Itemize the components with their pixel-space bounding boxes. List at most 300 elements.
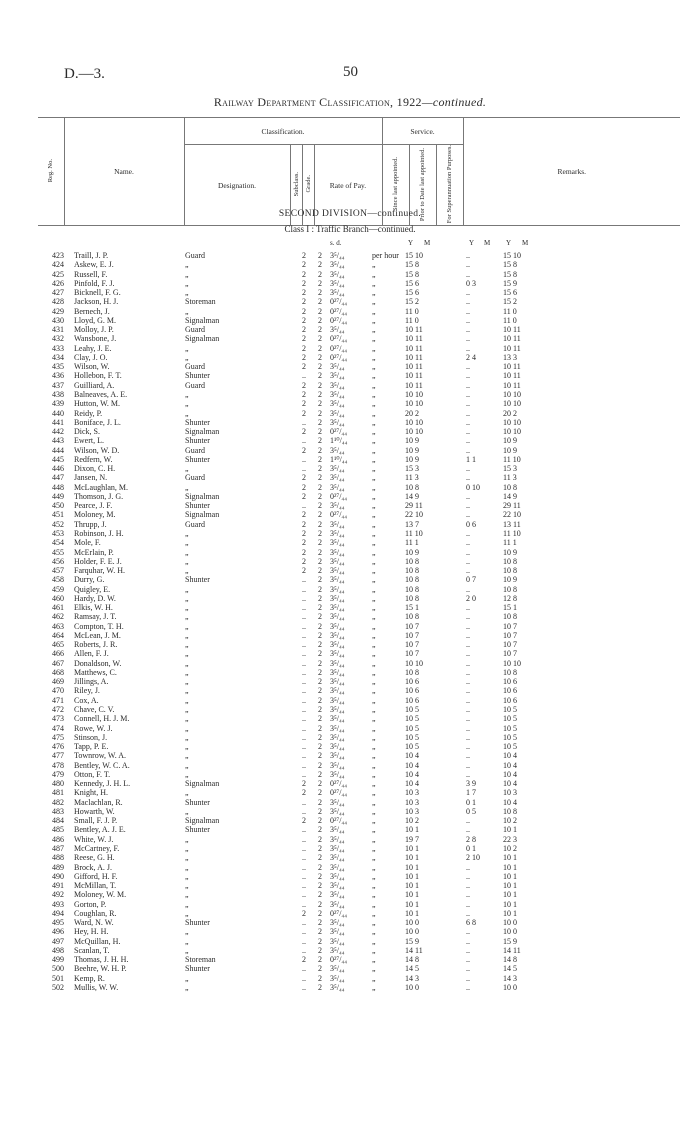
prior-cell: ..: [466, 603, 470, 613]
designation-cell: „: [185, 686, 189, 696]
reg-no-cell: 442: [52, 427, 64, 437]
super-cell: 10 3: [503, 788, 517, 798]
table-row: [0, 779, 700, 788]
subclass-cell: ..: [302, 853, 306, 863]
subclass-cell: ..: [302, 649, 306, 659]
rate-unit-cell: „: [372, 315, 376, 325]
rate-cell: 3⁵/₄₄: [330, 621, 345, 631]
prior-cell: ..: [466, 695, 470, 705]
reg-no-cell: 449: [52, 491, 64, 501]
reg-no-cell: 432: [52, 334, 64, 344]
since-cell: 10 11: [405, 362, 423, 372]
reg-no-cell: 444: [52, 445, 64, 455]
table-row: [0, 612, 700, 621]
prior-cell: ..: [466, 658, 470, 668]
super-cell: 15 10: [503, 251, 521, 260]
since-cell: 22 10: [405, 510, 423, 520]
rate-unit-cell: „: [372, 269, 376, 279]
rate-unit-cell: „: [372, 603, 376, 613]
subclass-cell: 2: [302, 325, 306, 335]
grade-cell: 2: [318, 853, 322, 863]
designation-cell: „: [185, 899, 189, 909]
reg-no-cell: 477: [52, 751, 64, 761]
designation-cell: „: [185, 538, 189, 548]
grade-cell: 2: [318, 593, 322, 603]
table-row: [0, 900, 700, 909]
name-cell: Farquhar, W. H.: [74, 566, 126, 576]
table-row: [0, 270, 700, 279]
reg-no-cell: 499: [52, 955, 64, 965]
table-row: [0, 446, 700, 455]
rate-unit-cell: „: [372, 584, 376, 594]
grade-cell: 2: [318, 371, 322, 381]
prior-cell: ..: [466, 408, 470, 418]
rate-cell: 3⁵/₄₄: [330, 566, 345, 576]
unit-super-m: M: [522, 239, 529, 247]
super-cell: 10 4: [503, 769, 517, 779]
table-row: [0, 983, 700, 992]
designation-cell: „: [185, 714, 189, 724]
prior-cell: ..: [466, 945, 470, 955]
since-cell: 10 8: [405, 593, 419, 603]
rate-cell: 3⁵/₄₄: [330, 769, 345, 779]
since-cell: 15 6: [405, 288, 419, 298]
super-cell: 10 11: [503, 371, 521, 381]
super-cell: 15 8: [503, 260, 517, 270]
prior-cell: ..: [466, 260, 470, 270]
title-continued: —continued.: [421, 95, 487, 109]
prior-cell: ..: [466, 936, 470, 946]
table-row: [0, 825, 700, 834]
prior-cell: ..: [466, 297, 470, 307]
table-row: [0, 334, 700, 343]
designation-cell: „: [185, 464, 189, 474]
rate-unit-cell: „: [372, 612, 376, 622]
since-cell: 10 1: [405, 844, 419, 853]
header-remarks: Remarks.: [463, 118, 680, 226]
table-row: [0, 705, 700, 714]
rate-cell: 3⁵/₄₄: [330, 325, 345, 335]
rate-cell: 3⁵/₄₄: [330, 806, 345, 816]
grade-cell: 2: [318, 501, 322, 511]
table-row: [0, 436, 700, 445]
reg-no-cell: 441: [52, 417, 64, 427]
designation-cell: „: [185, 547, 189, 557]
subclass-cell: 2: [302, 547, 306, 557]
name-cell: Askew, E. J.: [74, 260, 114, 270]
grade-cell: 2: [318, 705, 322, 715]
super-cell: 10 11: [503, 343, 521, 353]
prior-cell: 2 4: [466, 352, 476, 362]
table-row: [0, 288, 700, 297]
since-cell: 10 7: [405, 640, 419, 650]
super-cell: 10 10: [503, 417, 521, 427]
rate-unit-cell: „: [372, 288, 376, 298]
since-cell: 10 6: [405, 686, 419, 696]
rate-unit-cell: „: [372, 371, 376, 381]
prior-cell: 0 7: [466, 575, 476, 585]
since-cell: 10 3: [405, 797, 419, 807]
rate-cell: 3⁵/₄₄: [330, 362, 345, 372]
name-cell: Traill, J. P.: [74, 251, 109, 260]
subclass-cell: 2: [302, 315, 306, 325]
table-row: [0, 844, 700, 853]
since-cell: 10 1: [405, 908, 419, 918]
super-cell: 15 2: [503, 297, 517, 307]
rate-unit-cell: „: [372, 899, 376, 909]
prior-cell: ..: [466, 380, 470, 390]
grade-cell: 2: [318, 603, 322, 613]
header-designation: Designation.: [184, 145, 290, 226]
reg-no-cell: 494: [52, 908, 64, 918]
name-cell: Pinfold, F. J.: [74, 278, 115, 288]
reg-no-cell: 453: [52, 528, 64, 538]
super-cell: 10 7: [503, 621, 517, 631]
rate-cell: 3⁵/₄₄: [330, 389, 345, 399]
designation-cell: Guard: [185, 251, 205, 260]
super-cell: 11 3: [503, 473, 517, 483]
reg-no-cell: 500: [52, 964, 64, 974]
reg-no-cell: 480: [52, 779, 64, 789]
unit-sd: s. d.: [330, 239, 342, 247]
since-cell: 10 2: [405, 816, 419, 826]
prior-cell: ..: [466, 491, 470, 501]
grade-cell: 2: [318, 973, 322, 983]
subclass-cell: 2: [302, 278, 306, 288]
grade-cell: 2: [318, 519, 322, 529]
super-cell: 14 9: [503, 491, 517, 501]
grade-cell: 2: [318, 742, 322, 752]
name-cell: Durry, G.: [74, 575, 105, 585]
table-row: [0, 622, 700, 631]
name-cell: Quigley, E.: [74, 584, 111, 594]
prior-cell: ..: [466, 677, 470, 687]
rate-cell: 3⁵/₄₄: [330, 658, 345, 668]
since-cell: 10 8: [405, 575, 419, 585]
reg-no-cell: 474: [52, 723, 64, 733]
prior-cell: ..: [466, 982, 470, 992]
name-cell: McLaughlan, M.: [74, 482, 128, 492]
table-row: [0, 297, 700, 306]
reg-no-cell: 423: [52, 251, 64, 260]
designation-cell: „: [185, 269, 189, 279]
rate-unit-cell: „: [372, 945, 376, 955]
rate-cell: 3⁵/₄₄: [330, 890, 345, 900]
rate-unit-cell: „: [372, 686, 376, 696]
name-cell: Mole, F.: [74, 538, 101, 548]
rate-cell: 0²⁷/₄₄: [330, 491, 347, 501]
reg-no-cell: 429: [52, 306, 64, 316]
designation-cell: „: [185, 853, 189, 863]
name-cell: Dixon, C. H.: [74, 464, 116, 474]
rate-cell: 3⁵/₄₄: [330, 538, 345, 548]
prior-cell: ..: [466, 862, 470, 872]
prior-cell: ..: [466, 251, 470, 260]
designation-cell: „: [185, 352, 189, 362]
grade-cell: 2: [318, 964, 322, 974]
prior-cell: ..: [466, 899, 470, 909]
designation-cell: „: [185, 389, 189, 399]
reg-no-cell: 495: [52, 918, 64, 928]
designation-cell: „: [185, 705, 189, 715]
name-cell: Kennedy, J. H. L.: [74, 779, 131, 789]
grade-cell: 2: [318, 325, 322, 335]
grade-cell: 2: [318, 380, 322, 390]
rate-cell: 3⁵/₄₄: [330, 519, 345, 529]
prior-cell: ..: [466, 881, 470, 891]
reg-no-cell: 497: [52, 936, 64, 946]
designation-cell: „: [185, 593, 189, 603]
rate-unit-cell: „: [372, 482, 376, 492]
rate-cell: 3⁵/₄₄: [330, 612, 345, 622]
grade-cell: 2: [318, 491, 322, 501]
subclass-cell: ..: [302, 575, 306, 585]
super-cell: 10 1: [503, 871, 517, 881]
rate-unit-cell: „: [372, 501, 376, 511]
name-cell: Bernech, J.: [74, 306, 110, 316]
since-cell: 10 1: [405, 890, 419, 900]
subclass-cell: 2: [302, 297, 306, 307]
rate-cell: 3⁵/₄₄: [330, 501, 345, 511]
name-cell: Moloney, M.: [74, 510, 116, 520]
table-row: [0, 325, 700, 334]
subclass-cell: ..: [302, 834, 306, 844]
rate-unit-cell: „: [372, 714, 376, 724]
grade-cell: 2: [318, 297, 322, 307]
reg-no-cell: 437: [52, 380, 64, 390]
rate-unit-cell: „: [372, 871, 376, 881]
name-cell: Guilliard, A.: [74, 380, 115, 390]
since-cell: 10 0: [405, 982, 419, 992]
rate-cell: 3⁵/₄₄: [330, 575, 345, 585]
designation-cell: Shunter: [185, 964, 210, 974]
rate-cell: 3⁵/₄₄: [330, 547, 345, 557]
subclass-cell: 2: [302, 566, 306, 576]
super-cell: 10 5: [503, 705, 517, 715]
designation-cell: „: [185, 788, 189, 798]
rate-cell: 3⁵/₄₄: [330, 408, 345, 418]
designation-cell: Signalman: [185, 491, 220, 501]
reg-no-cell: 438: [52, 389, 64, 399]
reg-no-cell: 475: [52, 732, 64, 742]
since-cell: 10 10: [405, 389, 423, 399]
prior-cell: 0 1: [466, 797, 476, 807]
prior-cell: ..: [466, 325, 470, 335]
super-cell: 10 8: [503, 612, 517, 622]
table-row: [0, 955, 700, 964]
since-cell: 15 2: [405, 297, 419, 307]
prior-cell: ..: [466, 501, 470, 511]
name-cell: Allen, F. J.: [74, 649, 109, 659]
rate-cell: 3⁵/₄₄: [330, 760, 345, 770]
rate-cell: 3⁵/₄₄: [330, 695, 345, 705]
rate-cell: 3⁵/₄₄: [330, 982, 345, 992]
grade-cell: 2: [318, 686, 322, 696]
grade-cell: 2: [318, 908, 322, 918]
rate-cell: 0²⁷/₄₄: [330, 334, 347, 344]
subclass-cell: ..: [302, 695, 306, 705]
name-cell: Knight, H.: [74, 788, 108, 798]
rate-unit-cell: „: [372, 566, 376, 576]
name-cell: Elkis, W. H.: [74, 603, 113, 613]
designation-cell: „: [185, 667, 189, 677]
name-cell: Clay, J. O.: [74, 352, 108, 362]
header-service: Service.: [382, 118, 463, 145]
table-row: [0, 399, 700, 408]
reg-no-cell: 439: [52, 399, 64, 409]
name-cell: Bentley, W. C. A.: [74, 760, 130, 770]
reg-no-cell: 458: [52, 575, 64, 585]
designation-cell: Shunter: [185, 575, 210, 585]
since-cell: 10 6: [405, 695, 419, 705]
reg-no-cell: 455: [52, 547, 64, 557]
page-title: [0, 95, 700, 110]
since-cell: 10 11: [405, 380, 423, 390]
super-cell: 10 10: [503, 658, 521, 668]
grade-cell: 2: [318, 769, 322, 779]
unit-since-m: M: [424, 239, 431, 247]
since-cell: 10 1: [405, 862, 419, 872]
rate-unit-cell: „: [372, 260, 376, 270]
rate-cell: 0²⁷/₄₄: [330, 343, 347, 353]
rate-cell: 3⁵/₄₄: [330, 445, 345, 455]
super-cell: 15 9: [503, 278, 517, 288]
subclass-cell: ..: [302, 417, 306, 427]
grade-cell: 2: [318, 844, 322, 853]
rate-unit-cell: „: [372, 408, 376, 418]
designation-cell: „: [185, 528, 189, 538]
grade-cell: 2: [318, 334, 322, 344]
table-row: [0, 344, 700, 353]
designation-cell: „: [185, 723, 189, 733]
reg-no-cell: 479: [52, 769, 64, 779]
super-cell: 10 5: [503, 723, 517, 733]
table-row: [0, 696, 700, 705]
reg-no-cell: 452: [52, 519, 64, 529]
since-cell: 11 3: [405, 473, 419, 483]
super-cell: 22 10: [503, 510, 521, 520]
rate-unit-cell: „: [372, 955, 376, 965]
name-cell: Kemp, R.: [74, 973, 105, 983]
subclass-cell: ..: [302, 797, 306, 807]
subclass-cell: ..: [302, 871, 306, 881]
reg-no-cell: 482: [52, 797, 64, 807]
designation-cell: „: [185, 260, 189, 270]
rate-cell: 3⁵/₄₄: [330, 714, 345, 724]
since-cell: 10 11: [405, 334, 423, 344]
designation-cell: Signalman: [185, 427, 220, 437]
rate-unit-cell: „: [372, 723, 376, 733]
reg-no-cell: 490: [52, 871, 64, 881]
super-cell: 10 6: [503, 695, 517, 705]
subclass-cell: ..: [302, 973, 306, 983]
since-cell: 10 6: [405, 677, 419, 687]
table-row: [0, 371, 700, 380]
reg-no-cell: 431: [52, 325, 64, 335]
subclass-cell: 2: [302, 491, 306, 501]
rate-unit-cell: „: [372, 630, 376, 640]
header-rate: Rate of Pay.: [314, 145, 382, 226]
designation-cell: „: [185, 834, 189, 844]
prior-cell: ..: [466, 825, 470, 835]
grade-cell: 2: [318, 260, 322, 270]
super-cell: 10 8: [503, 584, 517, 594]
designation-cell: „: [185, 556, 189, 566]
rate-unit-cell: „: [372, 325, 376, 335]
rate-cell: 1¹⁰/₄₄: [330, 454, 348, 464]
rate-unit-cell: „: [372, 445, 376, 455]
super-cell: 10 2: [503, 816, 517, 826]
super-cell: 10 10: [503, 389, 521, 399]
table-row: [0, 381, 700, 390]
rate-cell: 3⁵/₄₄: [330, 482, 345, 492]
reg-no-cell: 456: [52, 556, 64, 566]
table-row: [0, 927, 700, 936]
prior-cell: ..: [466, 389, 470, 399]
name-cell: Maclachlan, R.: [74, 797, 123, 807]
name-cell: Ward, N. W.: [74, 918, 114, 928]
rate-unit-cell: „: [372, 890, 376, 900]
since-cell: 10 7: [405, 649, 419, 659]
grade-cell: 2: [318, 751, 322, 761]
designation-cell: „: [185, 621, 189, 631]
rate-unit-cell: „: [372, 816, 376, 826]
table-row: [0, 677, 700, 686]
prior-cell: ..: [466, 612, 470, 622]
super-cell: 10 1: [503, 853, 517, 863]
super-cell: 10 1: [503, 881, 517, 891]
subclass-cell: 2: [302, 352, 306, 362]
prior-cell: ..: [466, 751, 470, 761]
grade-cell: 2: [318, 667, 322, 677]
rate-cell: 3⁵/₄₄: [330, 945, 345, 955]
rate-unit-cell: „: [372, 927, 376, 937]
reg-no-cell: 481: [52, 788, 64, 798]
subclass-cell: ..: [302, 658, 306, 668]
rate-unit-cell: „: [372, 417, 376, 427]
name-cell: Holder, F. E. J.: [74, 556, 122, 566]
name-cell: Hey, H. H.: [74, 927, 109, 937]
name-cell: Gifford, H. F.: [74, 871, 118, 881]
subclass-cell: 2: [302, 362, 306, 372]
table-row: [0, 307, 700, 316]
table-row: [0, 279, 700, 288]
prior-cell: ..: [466, 288, 470, 298]
subclass-cell: ..: [302, 806, 306, 816]
grade-cell: 2: [318, 343, 322, 353]
header-subclass: Subclass.: [290, 145, 302, 226]
rate-cell: 3⁵/₄₄: [330, 251, 345, 260]
designation-cell: „: [185, 881, 189, 891]
table-row: [0, 483, 700, 492]
rate-cell: 3⁵/₄₄: [330, 584, 345, 594]
grade-cell: 2: [318, 566, 322, 576]
table-row: [0, 909, 700, 918]
since-cell: 10 1: [405, 853, 419, 863]
rate-unit-cell: „: [372, 751, 376, 761]
super-cell: 10 7: [503, 630, 517, 640]
unit-prior-y: Y: [469, 239, 475, 247]
name-cell: McCartney, F.: [74, 844, 120, 853]
grade-cell: 2: [318, 621, 322, 631]
super-cell: 10 4: [503, 797, 517, 807]
prior-cell: ..: [466, 927, 470, 937]
since-cell: 14 5: [405, 964, 419, 974]
subclass-cell: ..: [302, 677, 306, 687]
prior-cell: 0 1: [466, 844, 476, 853]
prior-cell: 1 1: [466, 454, 476, 464]
subclass-cell: ..: [302, 844, 306, 853]
